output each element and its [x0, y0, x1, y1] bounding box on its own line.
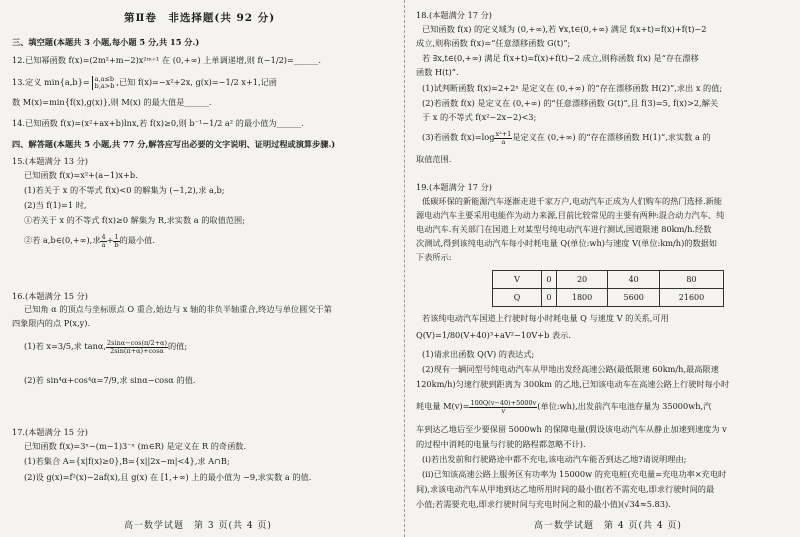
- q18-part-3-end: 是定义在 (0,+∞) 的“存在漂移函数 H(1)”,求实数 a 的: [512, 132, 711, 142]
- question-15-part-2-2: [24, 233, 155, 249]
- q16-part-1-end: 的值;: [167, 341, 188, 351]
- question-18-stem-3: 若 ∃x,t∈(0,+∞) 满足 f(x+t)=f(x)+f(t)−2 成立,则称函数 f(x) 是“存在漂移: [422, 53, 699, 63]
- piecewise-definition: [92, 76, 115, 90]
- log-base-fraction: [494, 131, 512, 146]
- question-15-part-2-1: ①若关于 x 的不等式 f(x)≥0 解集为 R,求实数 a 的取值范围;: [24, 215, 245, 225]
- question-19-sub-ii-end: 小值;若需要充电,即求行驶时间与充电时间之和的最小值)(√34≈5.83).: [416, 499, 671, 509]
- table-cell: 21600: [660, 289, 724, 307]
- question-13: [12, 74, 277, 90]
- question-19-title: 19.(本题满分 17 分): [416, 182, 492, 192]
- fraction-numerator: 2sinα−cos(π/2+α): [107, 338, 167, 347]
- question-19-sub-ii-cont: 间),求该电动汽车从甲地到达乙地所用时间的最小值(若不需充电,即求行驶时间的最: [416, 484, 715, 494]
- page-footer: 高一数学试题 第 4 页(共 4 页): [534, 521, 682, 531]
- question-16-title: 16.(本题满分 15 分): [12, 291, 88, 301]
- question-18-stem-2: 成立,则称函数 f(x)=“任意漂移函数 G(t)”;: [416, 38, 571, 48]
- question-19-part-1: (1)请求出函数 Q(V) 的表达式;: [422, 349, 535, 359]
- question-19-part-2: (2)现有一辆同型号纯电动汽车从甲地出发经高速公路(最低限速 60km/h,最高限速: [422, 364, 719, 374]
- question-19-stem-4: 次测试,得到该纯电动汽车每小时耗电量 Q(单位:wh)与速度 V(单位:km/h)的数据如: [416, 238, 718, 248]
- question-19-reserve-cont: 的过程中消耗的电量与行驶的路程都忽略不计).: [416, 439, 586, 449]
- question-14: 14.已知函数 f(x)=(x²+ax+b)lnx,若 f(x)≥0,则 b⁻¹−1/2 a² 的最小值为______.: [12, 118, 304, 128]
- question-18-part-2: (2)若函数 f(x) 是定义在 (0,+∞) 的“任意漂移函数 G(t)”,且 f(3)=5, f(x)>2,解关: [422, 98, 719, 108]
- question-19-power-formula: [416, 398, 711, 415]
- fraction-numerator: 4: [101, 232, 106, 241]
- q15-part-2-2-end: 的最小值.: [119, 235, 155, 245]
- question-16-part-2: (2)若 sin⁴α+cos⁴α=7/9,求 sinα−cosα 的值.: [24, 375, 196, 385]
- question-19-reserve: 车到达乙地后至少要保留 5000wh 的保障电量(假设该电动汽车从静止加速到速度为 v: [416, 424, 727, 434]
- page-divider: [404, 0, 406, 537]
- question-17-part-1: (1)若集合 A={x|f(x)≥0},B={x||2x−m|<4},求 A∩B;: [24, 456, 230, 466]
- fraction-numerator: 100Q(v−40)+5000v: [470, 398, 537, 407]
- fraction-denominator: v: [501, 406, 506, 415]
- question-13-line-2: 数 M(x)=min{f(x),g(x)},则 M(x) 的最大值是______.: [12, 97, 212, 107]
- table-row-q: [493, 289, 724, 307]
- question-18-stem-4: 函数 H(t)”.: [416, 67, 459, 77]
- piece-case-2: b,a>b: [94, 82, 115, 90]
- question-17-part-2: (2)设 g(x)=f²(x)−2af(x),且 g(x) 在 [1,+∞) 上的最小值为 −9,求实数 a 的值.: [24, 472, 312, 482]
- question-19-sub-ii: (ⅱ)已知该高速公路上服务区有功率为 15000w 的充电桩(充电量=充电功率×充电时: [422, 469, 727, 479]
- fraction-denominator: 2sin(π+α)+cosα: [110, 346, 164, 355]
- question-18-stem: 已知函数 f(x) 的定义域为 (0,+∞),若 ∀x,t∈(0,+∞) 满足 f(x+t)=f(x)+f(t)−2: [422, 24, 707, 34]
- fraction-denominator: b: [114, 240, 119, 249]
- question-15-stem: 已知函数 f(x)=x²+(a−1)x+b.: [24, 170, 138, 180]
- question-19-model: 若该纯电动汽车国道上行驶时每小时耗电量 Q 与速度 V 的关系,可用: [422, 313, 669, 323]
- section-4-heading: 四、解答题(本题共 5 小题,共 77 分,解答应写出必要的文字说明、证明过程或演算步骤.): [12, 139, 336, 149]
- question-17-title: 17.(本题满分 15 分): [12, 427, 88, 437]
- question-18-part-3: [422, 129, 711, 146]
- question-15-part-1: (1)若关于 x 的不等式 f(x)<0 的解集为 (−1,2),求 a,b;: [24, 185, 225, 195]
- table-cell: 0: [542, 271, 557, 289]
- q16-part-1-text: (1)若 x=3/5,求 tanα,: [24, 341, 107, 351]
- question-13-text-cont: ,已知 f(x)=−x²+2x, g(x)=−1/2 x+1,记函: [116, 77, 277, 87]
- q19-formula-text: 耗电量 M(v)=: [416, 401, 470, 411]
- question-19-stem: 低碳环保的新能源汽车逐渐走进千家万户,电动汽车正成为人们购车的热门选择.新能: [422, 196, 722, 206]
- question-15-title: 15.(本题满分 13 分): [12, 156, 88, 166]
- question-18-part-1: (1)试判断函数 f(x)=2+2ˣ 是定义在 (0,+∞) 的“存在漂移函数 H(2)”,求出 x 的值;: [422, 83, 723, 93]
- q15-part-2-2-text: ②若 a,b∈(0,+∞),求: [24, 235, 101, 245]
- fraction-denominator: a: [501, 137, 506, 146]
- question-19-part-2-cont: 120km/h)匀速行驶到距离为 300km 的乙地,已知该电动车在高速公路上行驶时每小时: [416, 379, 730, 389]
- question-19-stem-2: 源电动汽车主要采用电能作为动力来源,目前比较常见的主要有两种:混合动力汽车、纯: [416, 210, 725, 220]
- question-12: 12.已知幂函数 f(x)=(2m²+m−2)x²ᵐ⁺¹ 在 (0,+∞) 上单调递增,则 f(−1/2)=______.: [12, 55, 322, 65]
- trig-fraction: [106, 340, 168, 355]
- question-18-part-3-cont: 取值范围.: [416, 154, 452, 164]
- table-cell: Q: [493, 289, 542, 307]
- question-17-stem: 已知函数 f(x)=3ˣ−(m−1)3⁻ˣ (m∈R) 是定义在 R 的奇函数.: [24, 441, 247, 451]
- data-table: [492, 270, 724, 307]
- table-cell: 40: [608, 271, 660, 289]
- page-footer: 高一数学试题 第 3 页(共 4 页): [124, 521, 272, 531]
- table-cell: 5600: [608, 289, 660, 307]
- table-row-v: [493, 271, 724, 289]
- question-19-sub-i: (ⅰ)若出发前和行驶路途中都不充电,该电动汽车能否到达乙地?请说明理由;: [422, 454, 687, 464]
- fraction-denominator: a: [101, 240, 106, 249]
- table-cell: V: [493, 271, 542, 289]
- plus-sign: +: [106, 235, 114, 245]
- fraction-numerator: x²+1: [495, 129, 512, 138]
- question-16-stem: 已知角 α 的顶点与坐标原点 O 重合,始边与 x 轴的非负半轴重合,终边与单位圆交于第: [24, 304, 332, 314]
- question-13-text: 13.定义 min{a,b}=: [12, 77, 90, 87]
- table-cell: 80: [660, 271, 724, 289]
- question-19-formula: Q(V)=1/80(V+40)³+aV²−10V+b 表示.: [416, 330, 571, 340]
- section-3-heading: 三、填空题(本题共 3 小题,每小题 5 分,共 15 分.): [12, 37, 200, 47]
- question-18-part-2-cont: 于 x 的不等式 f(x²−2x−2)<3;: [422, 112, 537, 122]
- question-15-part-2: (2)当 f(1)=1 时,: [24, 200, 87, 210]
- question-19-stem-3: 电动汽车.有关部门在国道上对某型号纯电动汽车进行测试,国道限速 80km/h.经数: [416, 224, 712, 234]
- page-3: [6, 0, 398, 537]
- question-19-stem-5: 下表所示:: [416, 252, 452, 262]
- q19-formula-end: (单位:wh),出发前汽车电池存量为 35000wh,汽: [537, 401, 712, 411]
- piece-case-1: a,a≤b: [94, 75, 115, 83]
- page-4: [414, 0, 796, 537]
- question-16-stem-2: 四象限内的点 P(x,y).: [12, 318, 91, 328]
- question-18-title: 18.(本题满分 17 分): [416, 10, 492, 20]
- table-cell: 0: [542, 289, 557, 307]
- fraction-numerator: 1: [114, 232, 119, 241]
- power-fraction: [469, 400, 537, 415]
- table-cell: 1800: [556, 289, 608, 307]
- part-header: 第Ⅱ卷 非选择题(共 92 分): [124, 12, 276, 24]
- q18-part-3-text: (3)若函数 f(x)=log: [422, 132, 495, 142]
- table-cell: 20: [556, 271, 608, 289]
- question-16-part-1: [24, 338, 187, 355]
